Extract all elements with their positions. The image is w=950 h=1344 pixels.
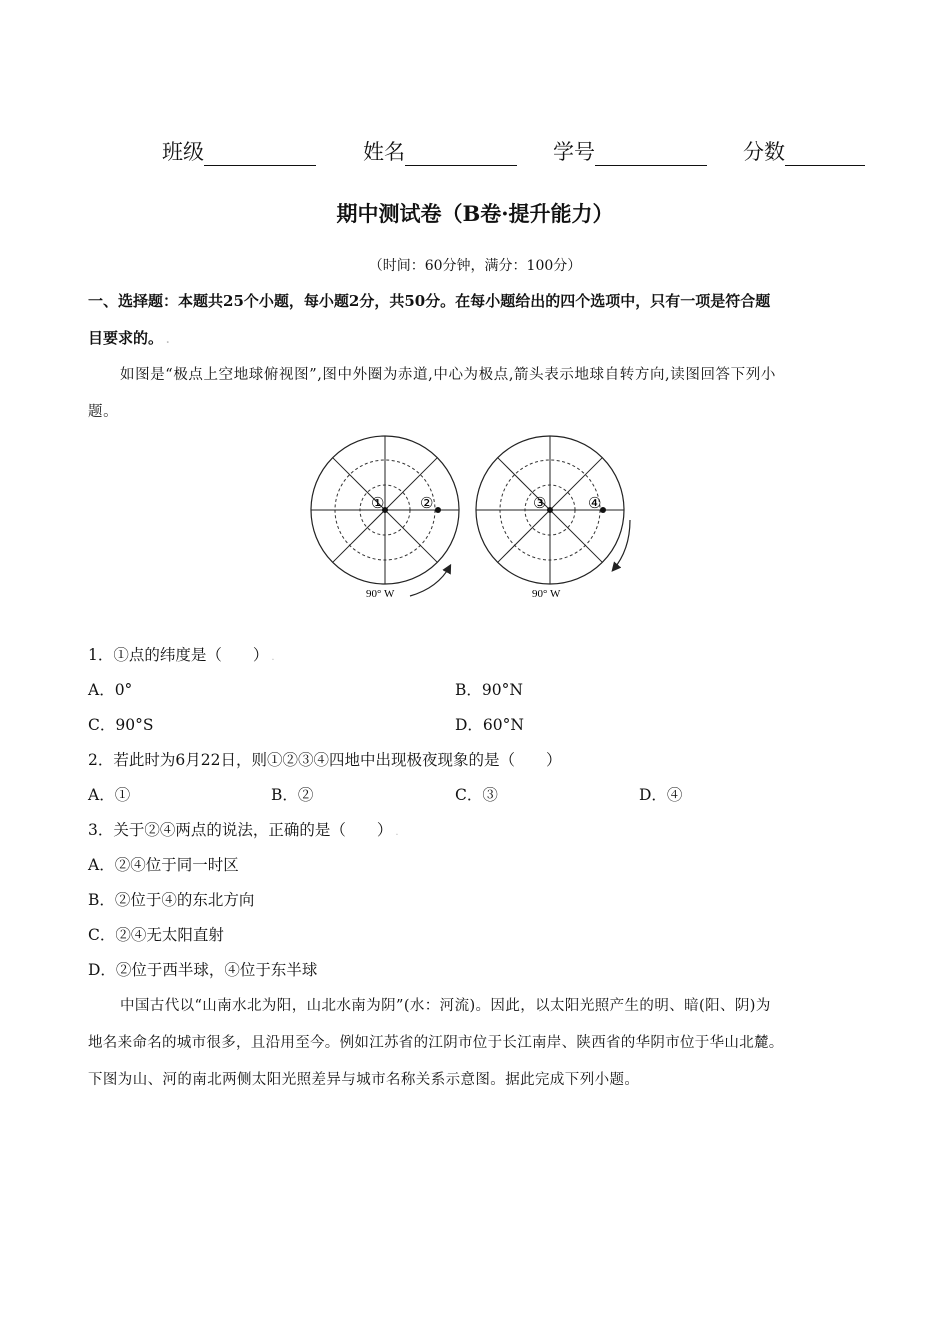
label-point-3: ③ <box>533 496 547 512</box>
q3-option-a[interactable]: A．②④位于同一时区 <box>88 856 239 874</box>
question-2-stem: 2．若此时为6月22日，则①②③④四地中出现极夜现象的是（ ） <box>88 751 562 769</box>
q3-option-c[interactable]: C．②④无太阳直射 <box>88 926 224 944</box>
trail-marker: . <box>271 652 275 663</box>
intro1-line1: 如图是“极点上空地球俯视图”,图中外圈为赤道,中心为极点,箭头表示地球自转方向,读图回答下列小 <box>120 367 776 383</box>
pole-point-3 <box>547 507 553 513</box>
question-1-stem <box>88 643 275 665</box>
name-blank[interactable] <box>405 143 517 166</box>
q3-option-d[interactable]: D．②位于西半球，④位于东半球 <box>88 961 318 979</box>
name-field <box>363 136 517 166</box>
left-polar-diagram <box>311 436 459 600</box>
q2-option-d[interactable]: D．④ <box>639 786 683 804</box>
name-label: 姓名 <box>363 140 405 164</box>
question-3-stem <box>88 818 399 840</box>
section-heading-line2 <box>88 327 170 348</box>
q1-option-a[interactable]: A．0° <box>88 681 133 699</box>
id-field <box>553 136 707 166</box>
class-field <box>162 136 316 166</box>
id-label: 学号 <box>553 140 595 164</box>
score-blank[interactable] <box>785 143 865 166</box>
section-heading-text: 目要求的。 <box>88 329 164 347</box>
q1-option-d[interactable]: D．60°N <box>455 716 524 734</box>
page-title: 期中测试卷（B卷·提升能力） <box>336 201 614 226</box>
left-meridian-caption: 90° W <box>366 588 395 600</box>
right-polar-diagram <box>476 436 630 600</box>
q3-option-b[interactable]: B．②位于④的东北方向 <box>88 891 255 909</box>
trail-marker: . <box>395 827 399 838</box>
label-point-1: ① <box>371 496 385 512</box>
id-blank[interactable] <box>595 143 707 166</box>
intro2-line2: 地名来命名的城市很多，且沿用至今。例如江苏省的江阴市位于长江南岸、陕西省的华阴市位于华山北麓。 <box>88 1035 784 1051</box>
q1-option-b[interactable]: B．90°N <box>455 681 523 699</box>
q1-option-c[interactable]: C．90°S <box>88 716 154 734</box>
class-blank[interactable] <box>204 143 316 166</box>
trail-marker: . <box>166 335 170 346</box>
question-1-text: 1．①点的纬度是（ ） <box>88 646 269 664</box>
right-meridian-caption: 90° W <box>532 588 561 600</box>
q2-option-a[interactable]: A．① <box>88 786 131 804</box>
section-heading-line1: 一、选择题：本题共25个小题，每小题2分，共50分。在每小题给出的四个选项中，只有一项是符合题 <box>88 292 771 310</box>
page-subtitle: （时间：60分钟，满分：100分） <box>368 258 582 274</box>
label-point-2: ② <box>420 496 434 512</box>
intro2-line1: 中国古代以“山南水北为阳，山北水南为阴”(水：河流)。因此，以太阳光照产生的明、暗(阳、阴)为 <box>120 998 771 1014</box>
intro1-line2: 题。 <box>88 404 119 420</box>
score-field <box>743 136 865 166</box>
intro2-line3: 下图为山、河的南北两侧太阳光照差异与城市名称关系示意图。据此完成下列小题。 <box>88 1072 640 1088</box>
class-label: 班级 <box>162 140 204 164</box>
score-label: 分数 <box>743 140 785 164</box>
q2-option-b[interactable]: B．② <box>271 786 314 804</box>
question-3-text: 3．关于②④两点的说法，正确的是（ ） <box>88 821 393 839</box>
polar-view-figure <box>300 430 650 605</box>
rotation-arrow-ccw <box>410 566 450 596</box>
label-point-4: ④ <box>588 496 602 512</box>
q2-option-c[interactable]: C．③ <box>455 786 498 804</box>
point-2 <box>435 507 441 513</box>
